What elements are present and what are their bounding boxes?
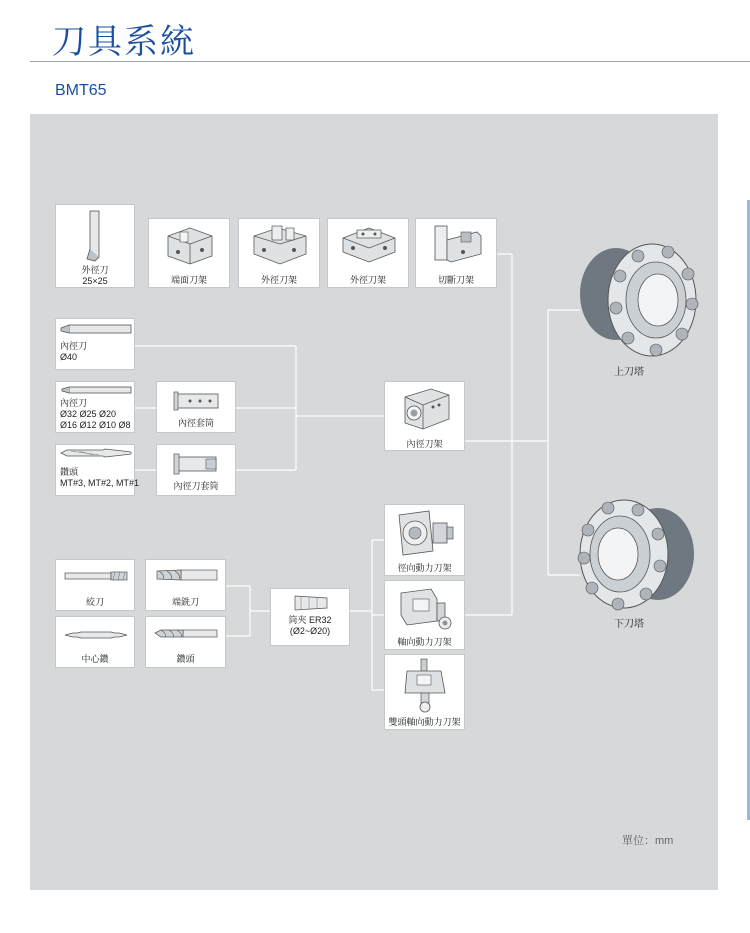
- collet-icon: [291, 592, 331, 614]
- radial-live-name: 徑向動力刀架: [397, 563, 452, 573]
- ext-holder-1-name: 外徑刀架: [260, 275, 297, 285]
- ext-tool-size: 25×25: [82, 276, 108, 286]
- int-sleeve-name: 內徑套筒: [177, 418, 214, 428]
- lower-turret-icon: [576, 496, 700, 616]
- face-holder-icon: [160, 222, 220, 268]
- ext-holder-2-icon: [337, 222, 401, 268]
- ext-tool-name: 外徑刀: [81, 265, 109, 275]
- upper-turret-label: 上刀塔: [614, 367, 644, 378]
- end-mill-box: [145, 559, 226, 611]
- int-holder-box: [384, 381, 465, 451]
- center-drill-box: [55, 616, 135, 668]
- cutoff-holder-box: [415, 218, 497, 288]
- drill-mt-name: 鑽頭: [60, 467, 79, 477]
- int-sleeve-icon: [172, 388, 222, 414]
- int-sleeve-box: [156, 381, 236, 433]
- ext-holder-2-name: 外徑刀架: [349, 275, 386, 285]
- drill-name: 鑽頭: [176, 654, 195, 664]
- collet-box: [270, 588, 350, 646]
- ext-holder-1-box: [238, 218, 320, 288]
- int-tool-40-name: 內徑刀: [60, 341, 88, 351]
- drill-icon: [153, 625, 219, 641]
- radial-live-box: [384, 504, 465, 576]
- reamer-icon: [63, 570, 129, 582]
- int-tool-sleeve-box: [156, 444, 236, 496]
- axial-live-name: 軸向動力刀架: [397, 637, 452, 647]
- int-tool-multi-box: [55, 381, 135, 433]
- upper-turret-icon: [576, 238, 700, 360]
- int-holder-name: 內徑刀架: [406, 439, 443, 449]
- drill-box: [145, 616, 226, 668]
- drill-mt-sizes: MT#3, MT#2, MT#1: [60, 478, 140, 488]
- drill-mt-icon: [59, 447, 133, 459]
- int-tool-multi-sizes-1: Ø32 Ø25 Ø20: [60, 409, 117, 419]
- dual-axial-live-name: 雙頭軸向動力刀架: [388, 717, 461, 727]
- collet-range: (Ø2~Ø20): [289, 626, 331, 636]
- axial-live-icon: [393, 583, 457, 633]
- int-tool-sleeve-name: 內徑刀套筒: [173, 481, 219, 491]
- center-drill-icon: [63, 629, 129, 641]
- int-tool-multi-name: 內徑刀: [60, 398, 88, 408]
- ext-holder-2-box: [327, 218, 409, 288]
- page-title: 刀具系統: [52, 23, 196, 61]
- int-tool-40-box: [55, 318, 135, 370]
- int-tool-40-icon: [59, 322, 133, 336]
- int-tool-sleeve-icon: [172, 451, 222, 477]
- dual-axial-live-box: [384, 654, 465, 730]
- cutoff-holder-icon: [427, 222, 487, 268]
- lower-turret-label: 下刀塔: [614, 619, 644, 630]
- center-drill-name: 中心鑽: [81, 654, 109, 664]
- end-mill-name: 端銑刀: [171, 597, 199, 607]
- dual-axial-live-icon: [395, 657, 455, 713]
- ext-holder-1-icon: [248, 222, 312, 268]
- int-tool-40-size: Ø40: [60, 352, 78, 362]
- cutoff-holder-name: 切斷刀架: [437, 275, 474, 285]
- face-holder-name: 端面刀架: [170, 275, 207, 285]
- ext-tool-icon: [86, 209, 106, 263]
- reamer-box: [55, 559, 135, 611]
- int-tool-multi-sizes-2: Ø16 Ø12 Ø10 Ø8: [60, 420, 131, 430]
- ext-tool-box: [55, 204, 135, 288]
- model-label: BMT65: [55, 82, 107, 99]
- axial-live-box: [384, 580, 465, 650]
- int-holder-icon: [395, 385, 455, 433]
- radial-live-icon: [393, 507, 457, 559]
- face-holder-box: [148, 218, 230, 288]
- drill-mt-box: [55, 444, 140, 496]
- unit-note: 單位：mm: [622, 835, 674, 847]
- reamer-name: 絞刀: [85, 597, 104, 607]
- collet-name: 筒夾 ER32: [288, 615, 332, 625]
- end-mill-icon: [153, 566, 219, 584]
- int-tool-multi-icon: [59, 384, 133, 396]
